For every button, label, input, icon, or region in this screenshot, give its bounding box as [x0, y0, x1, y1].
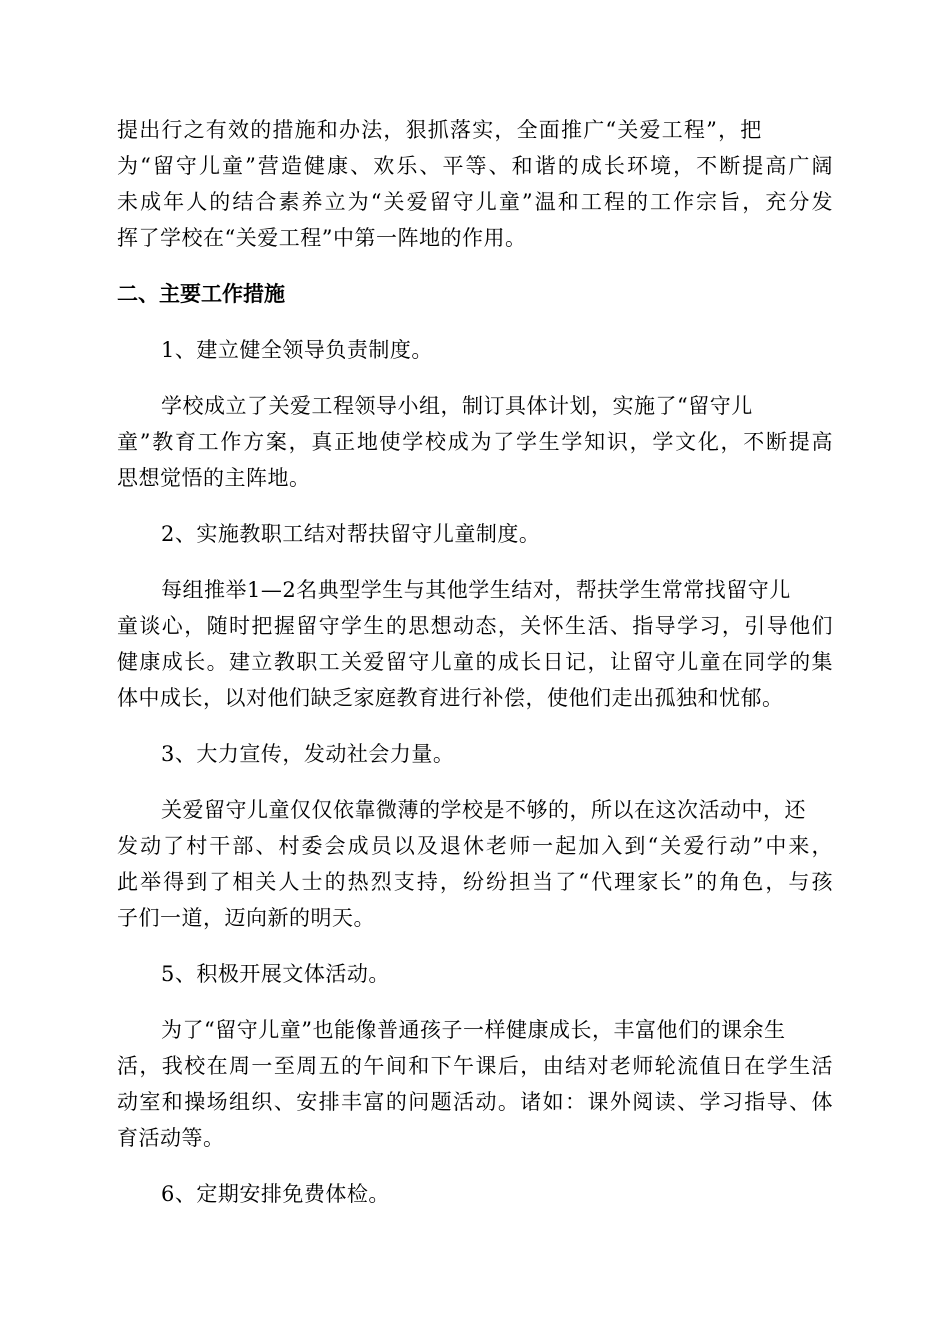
paragraph-line: 童谈心，随时把握留守学生的思想动态，关怀生活、指导学习，引导他们	[117, 614, 833, 638]
item-title: 1、建立健全领导负责制度。	[161, 338, 433, 362]
paragraph-line: 活，我校在周一至周五的午间和下午课后，由结对老师轮流值日在学生活	[117, 1054, 833, 1078]
paragraph-line: 童”教育工作方案，真正地使学校成为了学生学知识，学文化，不断提高	[117, 430, 833, 454]
paragraph-line: 健康成长。建立教职工关爱留守儿童的成长日记，让留守儿童在同学的集	[117, 650, 833, 674]
paragraph-line: 此举得到了相关人士的热烈支持，纷纷担当了“代理家长”的角色，与孩	[117, 870, 833, 894]
item-title: 2、实施教职工结对帮扶留守儿童制度。	[161, 522, 541, 546]
paragraph-line: 提出行之有效的措施和办法，狠抓落实，全面推广“关爱工程”，把	[117, 118, 763, 142]
paragraph-line: 挥了学校在“关爱工程”中第一阵地的作用。	[117, 226, 527, 250]
item-title: 6、定期安排免费体检。	[161, 1182, 390, 1206]
paragraph-line: 动室和操场组织、安排丰富的问题活动。诸如：课外阅读、学习指导、体	[117, 1090, 833, 1114]
paragraph-line: 子们一道，迈向新的明天。	[117, 906, 375, 930]
paragraph-line: 为了“留守儿童”也能像普通孩子一样健康成长，丰富他们的课余生	[161, 1018, 786, 1042]
paragraph-line: 关爱留守儿童仅仅依靠微薄的学校是不够的，所以在这次活动中，还	[161, 798, 806, 822]
paragraph-line: 体中成长，以对他们缺乏家庭教育进行补偿，使他们走出孤独和忧郁。	[117, 686, 784, 710]
paragraph-line: 每组推举1—2名典型学生与其他学生结对，帮扶学生常常找留守儿	[161, 578, 791, 602]
paragraph-line: 育活动等。	[117, 1126, 225, 1150]
paragraph-line: 学校成立了关爱工程领导小组，制订具体计划，实施了“留守儿	[161, 394, 753, 418]
paragraph-line: 发动了村干部、村委会成员以及退休老师一起加入到“关爱行动”中来，	[117, 834, 833, 858]
paragraph-line: 为“留守儿童”营造健康、欢乐、平等、和谐的成长环境，不断提高广阔	[117, 154, 833, 178]
section-heading: 二、主要工作措施	[117, 282, 285, 306]
item-title: 5、积极开展文体活动。	[161, 962, 390, 986]
paragraph-line: 未成年人的结合素养立为“关爱留守儿童”温和工程的工作宗旨，充分发	[117, 190, 833, 214]
document-page	[117, 112, 833, 1212]
item-title: 3、大力宣传，发动社会力量。	[161, 742, 455, 766]
paragraph-line: 思想觉悟的主阵地。	[117, 466, 311, 490]
